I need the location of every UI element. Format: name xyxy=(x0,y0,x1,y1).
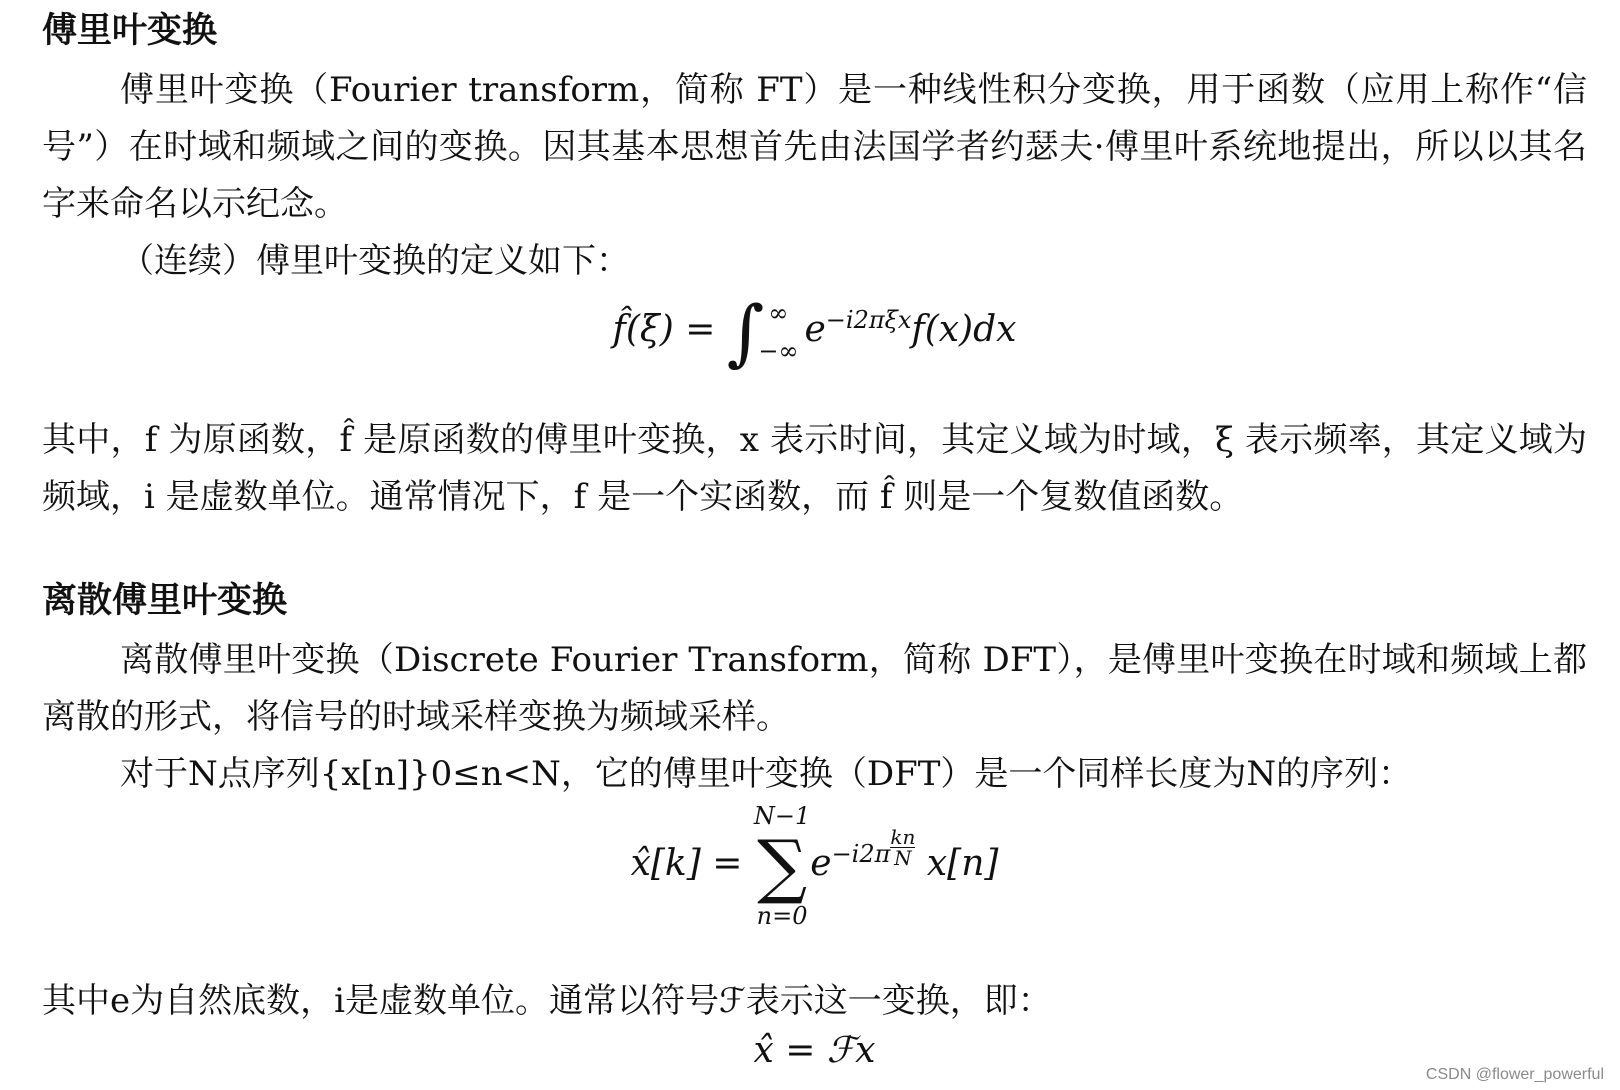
section2-para1: 离散傅里叶变换（Discrete Fourier Transform，简称 DFT），是傅里叶变换在时域和频域上都离散的形式，将信号的时域采样变换为频域采样。 xyxy=(42,640,1587,737)
summation xyxy=(754,803,810,929)
watermark: CSDN @flower_powerful xyxy=(1425,1066,1604,1083)
formula1-tail: f(x)dx xyxy=(911,309,1017,350)
section2-title: 离散傅里叶变换 xyxy=(42,581,288,621)
formula2-lhs: x̂[k] = xyxy=(630,843,743,884)
integral-upper: ∞ xyxy=(768,299,789,327)
section1-para2: （连续）傅里叶变换的定义如下： xyxy=(120,241,630,281)
section-spacer xyxy=(42,526,1587,570)
integral-lower: −∞ xyxy=(758,337,799,365)
fraction-denominator: N xyxy=(894,846,912,870)
formula1-base: e xyxy=(804,309,826,350)
formula2-tail: x[n] xyxy=(926,843,999,884)
formula2-exponent xyxy=(831,825,916,870)
exponent-fraction xyxy=(890,827,915,868)
section2-para3: 其中e为自然底数，i是虚数单位。通常以符号ℱ表示这一变换，即： xyxy=(42,981,1052,1021)
sum-lower: n=0 xyxy=(756,902,808,930)
fraction-numerator: kn xyxy=(890,825,916,849)
operator-formula: x̂ = ℱx xyxy=(753,1030,876,1071)
section1-para1: 傅里叶变换（Fourier transform，简称 FT）是一种线性积分变换，用于函数（应用上称作“信号”）在时域和频域之间的变换。因其基本思想首先由法国学者约瑟夫·傅里叶系统地提出，所以以其名字来命名以示纪念。 xyxy=(42,70,1587,224)
document-page xyxy=(42,0,1587,1090)
section1-para3: 其中，f 为原函数，f̂ 是原函数的傅里叶变换，x 表示时间，其定义域为时域，ξ 表示频率，其定义域为频域，i 是虚数单位。通常情况下，f 是一个实函数，而 f̂ 则是一个复数值函数。 xyxy=(42,420,1587,517)
dft-formula xyxy=(42,803,1587,973)
section1-title: 傅里叶变换 xyxy=(42,11,218,51)
integral-sign: ∫ xyxy=(726,290,765,374)
sum-upper: N−1 xyxy=(753,802,811,830)
integral-limits xyxy=(758,294,798,370)
exponent-prefix: −i2π xyxy=(831,840,891,868)
formula1-exponent: −i2πξx xyxy=(825,306,912,334)
section2-para2: 对于N点序列{x[n]}0≤n<N，它的傅里叶变换（DFT）是一个同样长度为N的序列： xyxy=(120,754,1413,794)
formula2-base: e xyxy=(810,843,832,884)
fourier-transform-formula xyxy=(42,290,1587,412)
sigma-sign: ∑ xyxy=(757,825,808,907)
formula1-lhs: f̂(ξ) = xyxy=(612,309,716,350)
